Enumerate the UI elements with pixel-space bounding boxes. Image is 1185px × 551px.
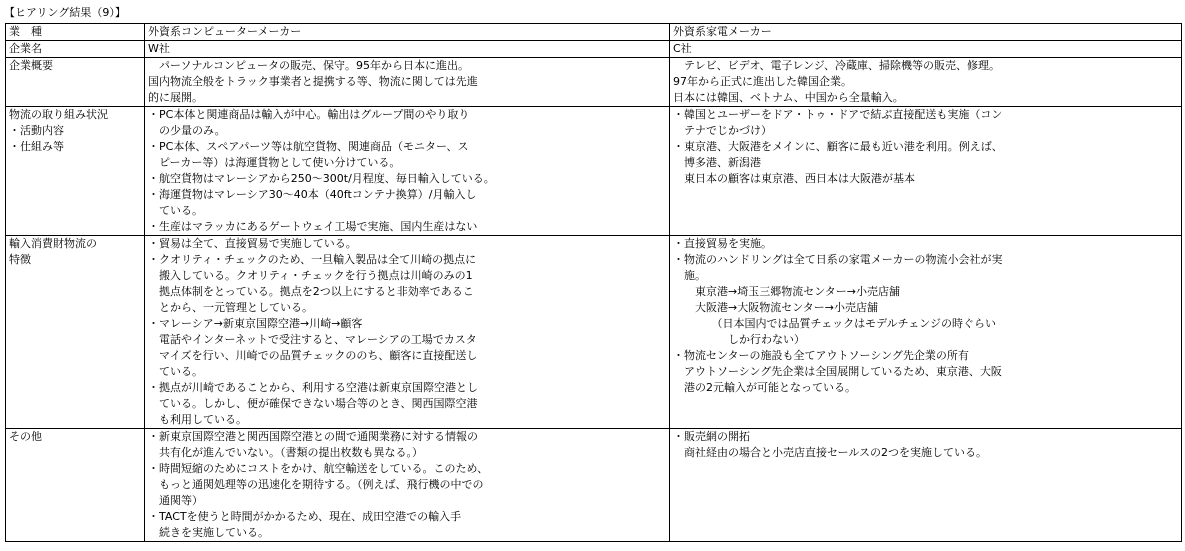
text-line: 97年から正式に進出した韓国企業。 xyxy=(673,75,852,88)
text-line: ・物流のハンドリングは全て日系の家電メーカーの物流小会社が実 xyxy=(673,253,1003,266)
row-label-other xyxy=(6,429,145,542)
text-line: 続きを実施している。 xyxy=(148,526,269,539)
text-line: 搬入している。クオリティ・チェックを行う拠点は川崎のみの1 xyxy=(148,269,473,282)
import-w-cell xyxy=(145,236,670,429)
text-line: ・販売網の開拓 xyxy=(673,430,750,443)
text-line: も利用している。 xyxy=(148,413,247,426)
text-line: ・時間短縮のためにコストをかけ、航空輸送をしている。このため、 xyxy=(148,462,489,475)
text-line: ピーカー等）は海運貨物として使い分けている。 xyxy=(148,156,401,169)
row-label-text: 物流の取り組み状況 xyxy=(9,108,108,121)
overview-c-cell xyxy=(670,58,1182,107)
row-label-text: その他 xyxy=(9,430,42,443)
text-line: 商社経由の場合と小売店直接セールスの2つを実施している。 xyxy=(673,446,988,459)
text-line: ・新東京国際空港と関西国際空港との間で通関業務に対する情報の xyxy=(148,430,478,443)
header-company-c-industry: 外資系家電メーカー xyxy=(670,24,1182,41)
other-w-cell xyxy=(145,429,670,542)
text-line: ・航空貨物はマレーシアから250～300t/月程度、毎日輸入している。 xyxy=(148,172,495,185)
table-row-logistics xyxy=(6,107,1182,236)
text-line: ている。しかし、便が確保できない場合等のとき、関西国際空港 xyxy=(148,397,478,410)
header-company-w-industry: 外資系コンピューターメーカー xyxy=(145,24,670,41)
text-line: ・直接貿易を実施。 xyxy=(673,237,772,250)
table-row-other xyxy=(6,429,1182,542)
company-c-name: C社 xyxy=(670,41,1182,58)
text-line: パーソナルコンピュータの販売、保守。95年から日本に進出。 xyxy=(148,59,470,72)
row-label-overview xyxy=(6,58,145,107)
company-w-name: W社 xyxy=(145,41,670,58)
text-line: ・拠点が川崎であることから、利用する空港は新東京国際空港とし xyxy=(148,381,478,394)
table-row-header xyxy=(6,24,1182,41)
page-title: 【ヒアリング結果（9）】 xyxy=(4,6,126,19)
text-line: 港の2元輸入が可能となっている。 xyxy=(673,381,856,394)
text-line: の少量のみ。 xyxy=(148,124,226,137)
table-row-import-features xyxy=(6,236,1182,429)
text-line: ・PC本体、スペアパーツ等は航空貨物、関連商品（モニター、ス xyxy=(148,140,469,153)
import-c-cell xyxy=(670,236,1182,429)
text-line: 東日本の顧客は東京港、西日本は大阪港が基本 xyxy=(673,172,915,185)
text-line: 大阪港→大阪物流センター→小売店舗 xyxy=(673,301,878,314)
text-line: ・物流センターの施設も全てアウトソーシング先企業の所有 xyxy=(673,349,969,362)
text-line: ・PC本体と関連商品は輸入が中心。輸出はグループ間のやり取り xyxy=(148,108,470,121)
text-line: 日本には韓国、ベトナム、中国から全量輸入。 xyxy=(673,91,904,104)
row-label-logistics xyxy=(6,107,145,236)
text-line: ・海運貨物はマレーシア30～40本（40ftコンテナ換算）/月輸入し xyxy=(148,188,477,201)
other-c-cell xyxy=(670,429,1182,542)
text-line: 博多港、新潟港 xyxy=(673,156,761,169)
hearing-results-table xyxy=(5,23,1182,542)
text-line: 施。 xyxy=(673,269,706,282)
text-line: 拠点体制をとっている。拠点を2つ以上にすると非効率であるこ xyxy=(148,285,474,298)
text-line: テレビ、ビデオ、電子レンジ、冷蔵庫、掃除機等の販売、修理。 xyxy=(673,59,1001,72)
row-label-text: ・活動内容 xyxy=(9,124,64,137)
logistics-c-cell xyxy=(670,107,1182,236)
text-line: ている。 xyxy=(148,365,203,378)
row-label-text: 特徴 xyxy=(9,253,31,266)
text-line: 東京港→埼玉三郷物流センター→小売店舗 xyxy=(673,285,900,298)
row-label-text: ・仕組み等 xyxy=(9,140,64,153)
text-line: ・TACTを使うと時間がかかるため、現在、成田空港での輸入手 xyxy=(148,510,462,523)
text-line: 通関等） xyxy=(148,494,203,507)
text-line: ている。 xyxy=(148,204,203,217)
table-row-overview xyxy=(6,58,1182,107)
logistics-w-cell xyxy=(145,107,670,236)
overview-w-cell xyxy=(145,58,670,107)
text-line: マイズを行い、川崎での品質チェックののち、顧客に直接配送し xyxy=(148,349,478,362)
text-line: 的に展開。 xyxy=(148,91,203,104)
table-row-company-name xyxy=(6,41,1182,58)
text-line: ・韓国とユーザーをドア・トゥ・ドアで結ぶ直接配送も実施（コン xyxy=(673,108,1003,121)
text-line: 国内物流全般をトラック事業者と提携する等、物流に関しては先進 xyxy=(148,75,478,88)
text-line: もっと通関処理等の迅速化を期待する。（例えば、飛行機の中での xyxy=(148,478,484,491)
text-line: ・生産はマラッカにあるゲートウェイ工場で実施、国内生産はない xyxy=(148,220,478,233)
text-line: アウトソーシング先企業は全国展開しているため、東京港、大阪 xyxy=(673,365,1002,378)
text-line: ・マレーシア→新東京国際空港→川崎→顧客 xyxy=(148,317,363,330)
row-label-text: 企業概要 xyxy=(9,59,53,72)
text-line: ・貿易は全て、直接貿易で実施している。 xyxy=(148,237,357,250)
row-label-text: 輸入消費財物流の xyxy=(9,237,97,250)
row-label-company-name: 企業名 xyxy=(6,41,145,58)
text-line: ・クオリティ・チェックのため、一旦輸入製品は全て川崎の拠点に xyxy=(148,253,477,266)
text-line: （日本国内では品質チェックはモデルチェンジの時ぐらい xyxy=(673,317,997,330)
text-line: しか行わない） xyxy=(673,333,805,346)
text-line: ・東京港、大阪港をメインに、顧客に最も近い港を利用。例えば、 xyxy=(673,140,1003,153)
row-label-import-features xyxy=(6,236,145,429)
header-industry-cell: 業 種 xyxy=(6,24,145,41)
text-line: 共有化が進んでいない。（書類の提出枚数も異なる。） xyxy=(148,446,423,459)
text-line: 電話やインターネットで受注すると、マレーシアの工場でカスタ xyxy=(148,333,477,346)
text-line: テナでじかづけ） xyxy=(673,124,772,137)
text-line: とから、一元管理としている。 xyxy=(148,301,313,314)
